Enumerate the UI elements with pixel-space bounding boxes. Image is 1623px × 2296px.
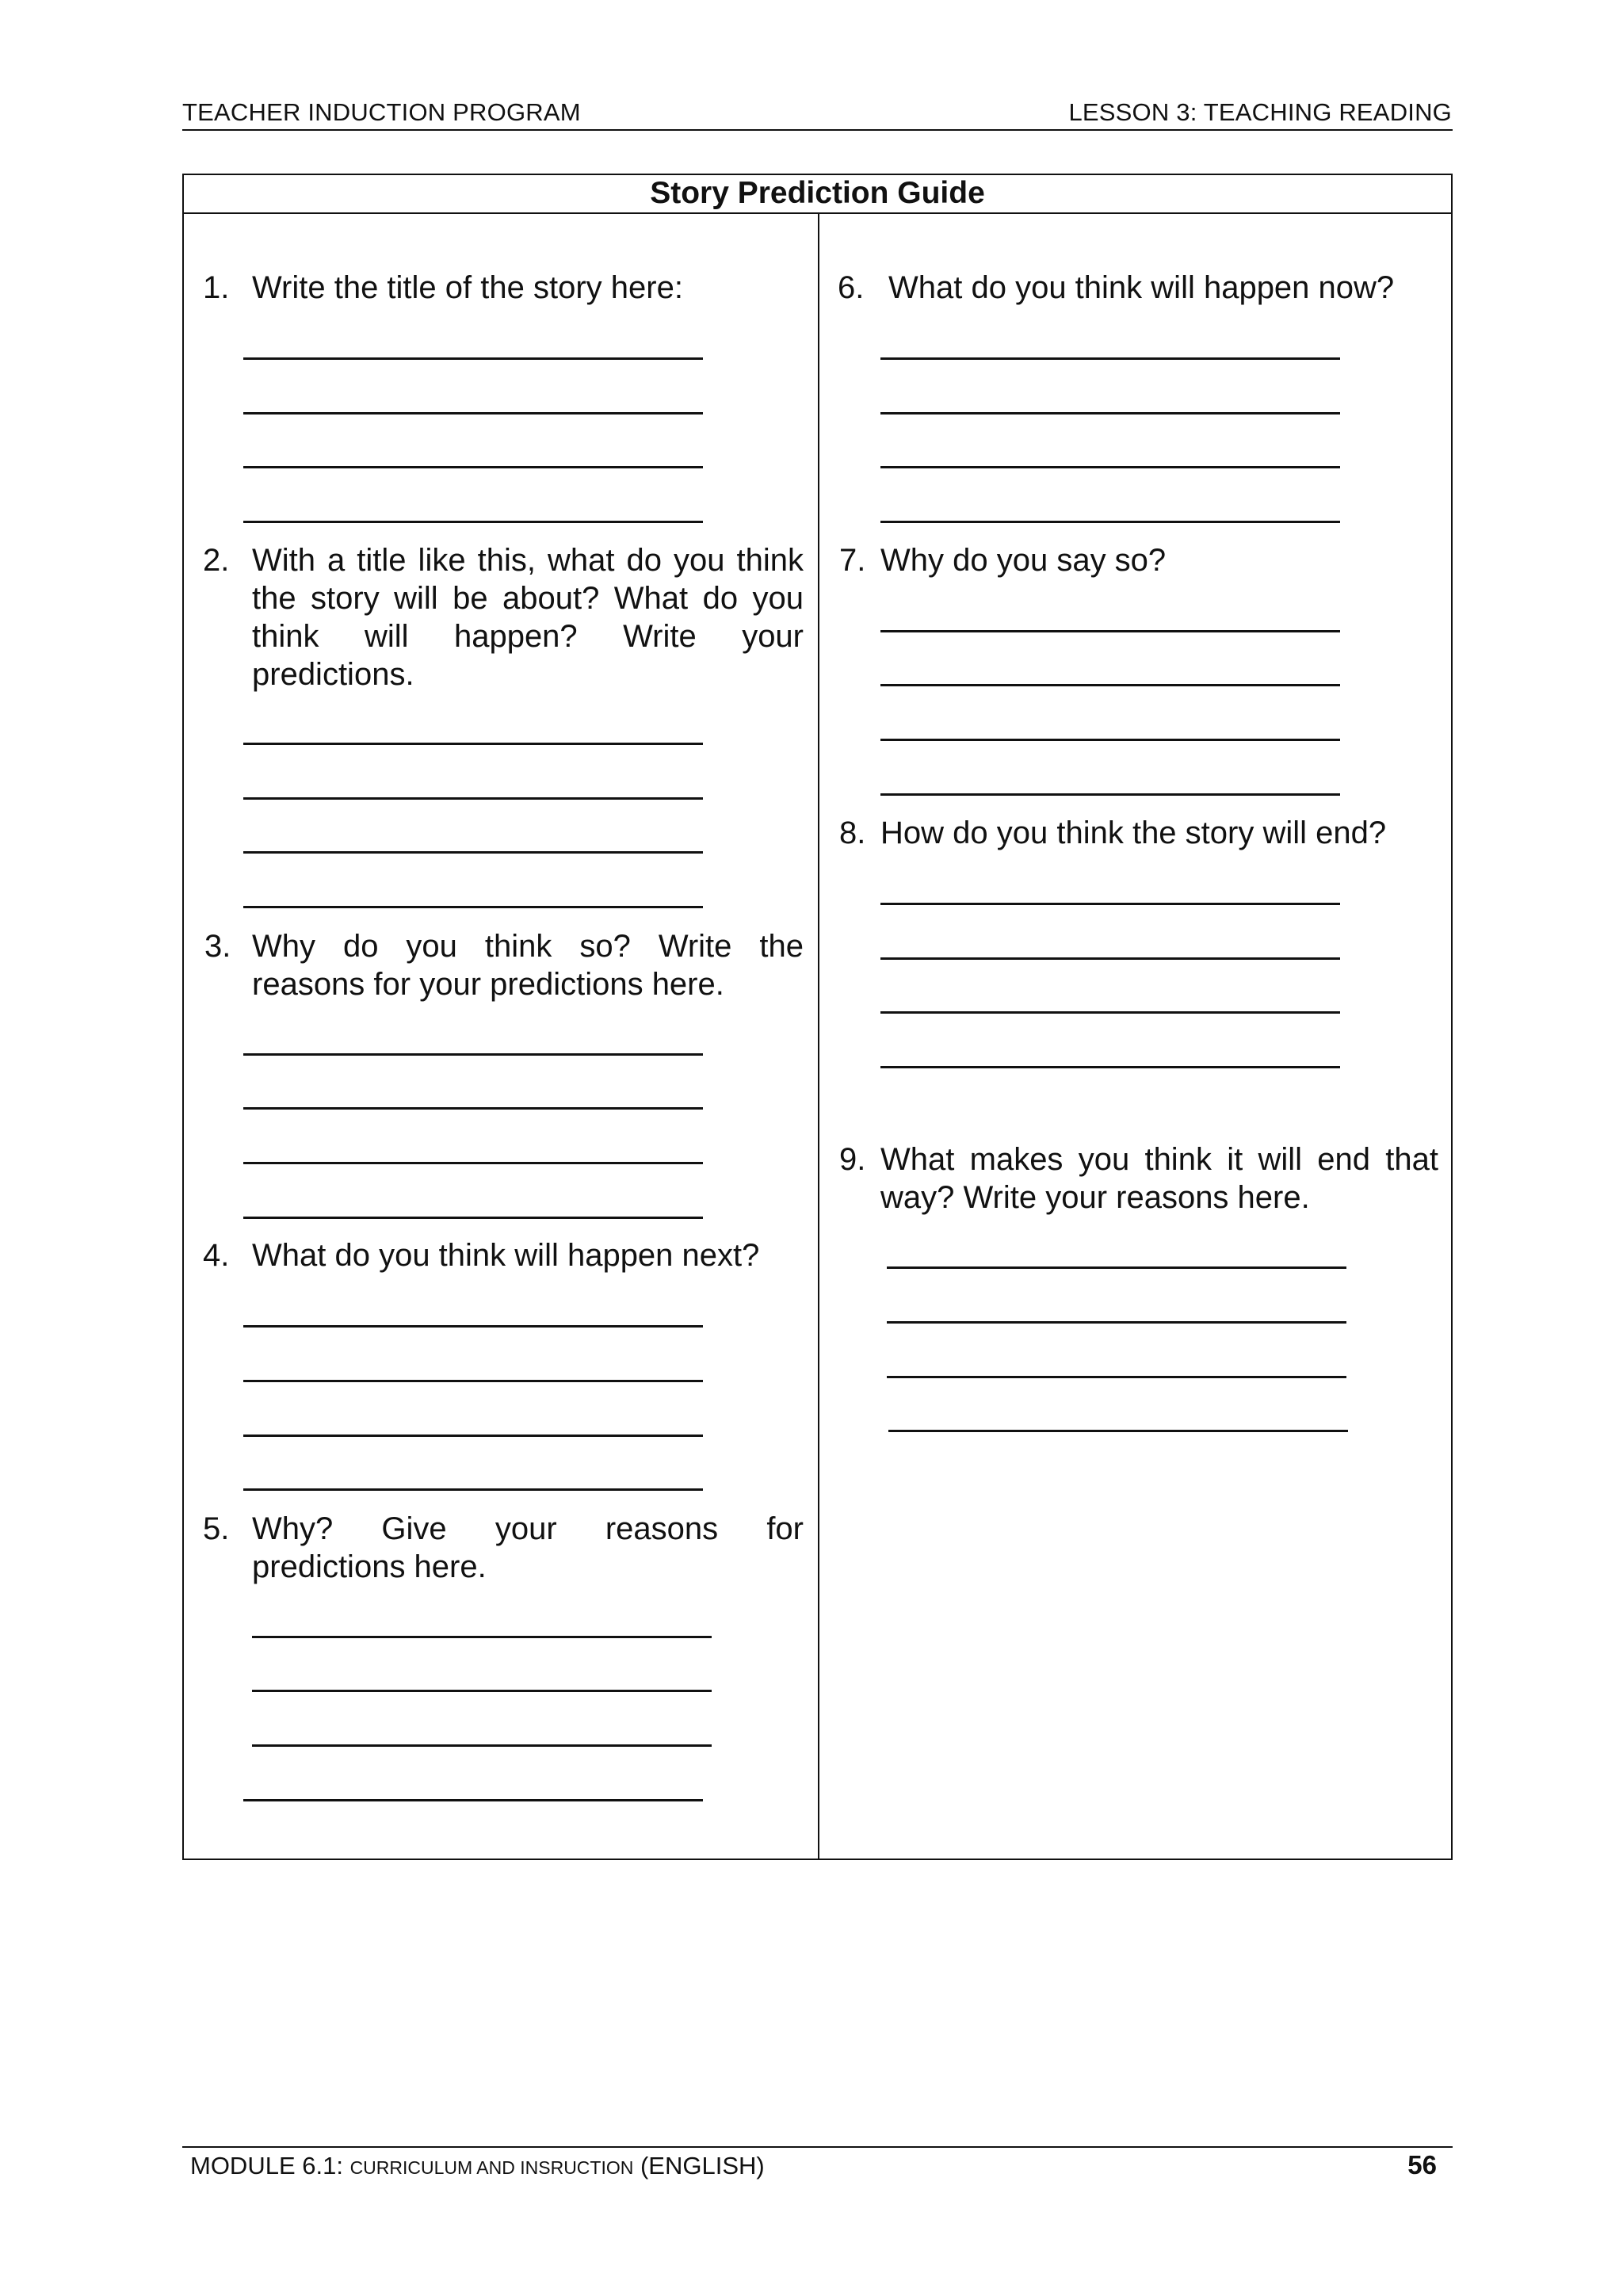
page-number: 56 — [1407, 2150, 1437, 2179]
question-8-number: 8. — [839, 816, 866, 850]
question-9-text: What makes you think it will end that way? Write your reasons here. — [880, 1142, 1438, 1215]
answer-line[interactable] — [880, 1011, 1340, 1014]
answer-line[interactable] — [243, 797, 703, 800]
answer-line[interactable] — [880, 412, 1340, 415]
answer-line[interactable] — [252, 1690, 712, 1692]
question-5-number: 5. — [203, 1511, 230, 1546]
column-divider — [818, 212, 819, 1860]
header-lesson-title: LESSON 3: TEACHING READING — [1068, 98, 1452, 126]
footer-module: MODULE 6.1: — [190, 2152, 350, 2179]
question-7-text: Why do you say so? — [880, 543, 1167, 578]
answer-line[interactable] — [243, 851, 703, 854]
footer-course: CURRICULUM AND INSRUCTION — [349, 2157, 634, 2178]
question-8-text: How do you think the story will end? — [880, 816, 1387, 850]
answer-line[interactable] — [880, 684, 1340, 686]
answer-line[interactable] — [243, 1217, 703, 1219]
answer-line[interactable] — [887, 1376, 1346, 1378]
answer-line[interactable] — [880, 793, 1340, 796]
question-4-text: What do you think will happen next? — [252, 1238, 760, 1273]
answer-line[interactable] — [880, 903, 1340, 905]
question-4-number: 4. — [203, 1238, 230, 1273]
question-7-number: 7. — [839, 543, 866, 578]
answer-line[interactable] — [243, 412, 703, 415]
question-6-text: What do you think will happen now? — [888, 270, 1395, 305]
footer-language: (ENGLISH) — [633, 2152, 765, 2179]
answer-line[interactable] — [880, 357, 1340, 360]
header-program-title: TEACHER INDUCTION PROGRAM — [182, 98, 581, 126]
answer-line[interactable] — [888, 1430, 1348, 1432]
answer-line[interactable] — [887, 1266, 1346, 1269]
answer-line[interactable] — [243, 1162, 703, 1164]
question-5-text: Why? Give your reasons for predictions here. — [252, 1511, 804, 1584]
answer-line[interactable] — [243, 521, 703, 523]
answer-line[interactable] — [880, 739, 1340, 741]
answer-line[interactable] — [243, 1380, 703, 1382]
answer-line[interactable] — [243, 1488, 703, 1491]
question-9-number: 9. — [839, 1142, 866, 1177]
guide-title: Story Prediction Guide — [650, 176, 985, 210]
answer-line[interactable] — [243, 1325, 703, 1328]
question-2-text: With a title like this, what do you think the story will be about? What do you think will happen? Write your predictions. — [252, 543, 804, 692]
question-1-text: Write the title of the story here: — [252, 270, 683, 305]
answer-line[interactable] — [243, 1799, 703, 1801]
answer-line[interactable] — [252, 1744, 712, 1747]
answer-line[interactable] — [252, 1636, 712, 1638]
question-2-number: 2. — [203, 543, 230, 578]
answer-line[interactable] — [880, 630, 1340, 632]
answer-line[interactable] — [243, 906, 703, 908]
footer-module-info — [190, 2152, 765, 2180]
answer-line[interactable] — [880, 1066, 1340, 1068]
question-3-number: 3. — [204, 929, 231, 964]
answer-line[interactable] — [243, 1053, 703, 1056]
question-6-number: 6. — [838, 270, 865, 305]
question-3-text: Why do you think so? Write the reasons for your predictions here. — [252, 929, 804, 1002]
footer-divider — [182, 2146, 1453, 2148]
answer-line[interactable] — [243, 357, 703, 360]
answer-line[interactable] — [243, 1107, 703, 1110]
header-divider — [182, 129, 1453, 131]
answer-line[interactable] — [243, 1435, 703, 1437]
answer-line[interactable] — [880, 957, 1340, 960]
answer-line[interactable] — [887, 1321, 1346, 1324]
answer-line[interactable] — [243, 743, 703, 745]
answer-line[interactable] — [880, 521, 1340, 523]
answer-line[interactable] — [880, 466, 1340, 468]
answer-line[interactable] — [243, 466, 703, 468]
question-1-number: 1. — [203, 270, 230, 305]
